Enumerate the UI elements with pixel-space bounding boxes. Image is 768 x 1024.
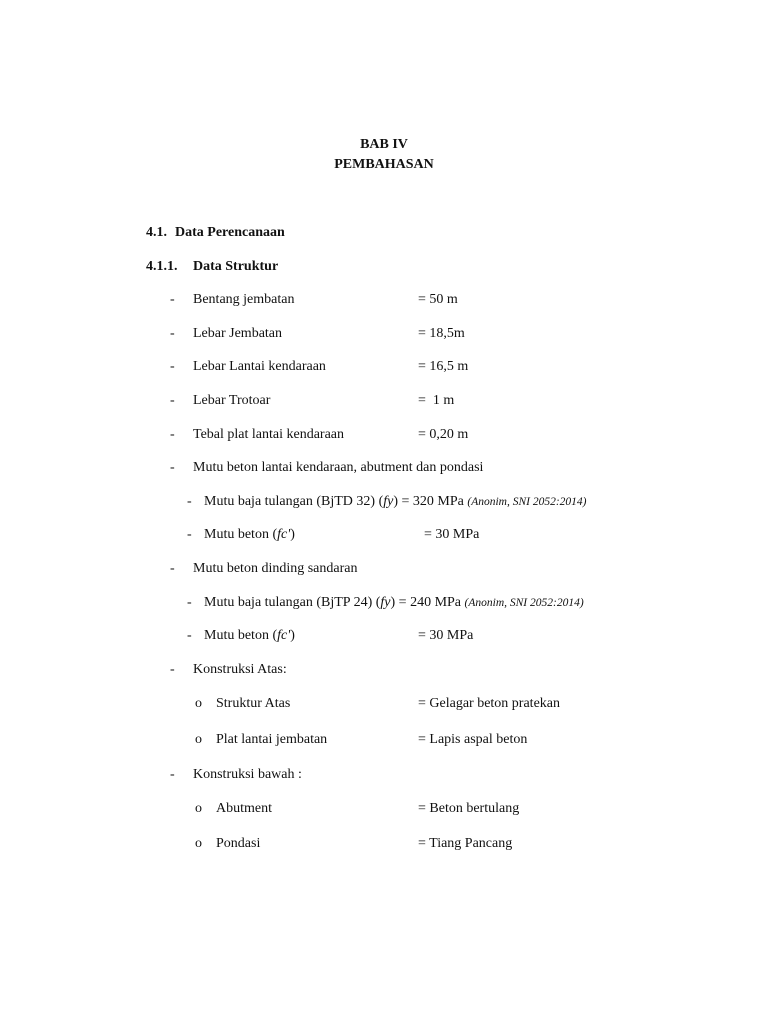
item-bullet: - bbox=[170, 662, 175, 677]
steel-grade-text: Mutu baja tulangan (BjTD 32) ( bbox=[204, 494, 384, 509]
item-label: Lebar Trotoar bbox=[193, 393, 271, 408]
item-bullet: - bbox=[170, 561, 175, 576]
item-label: Lebar Jembatan bbox=[193, 326, 283, 341]
subitem-bullet: - bbox=[187, 595, 192, 610]
item-bullet: - bbox=[170, 427, 175, 442]
steel-grade-text: Mutu baja tulangan (BjTP 24) ( bbox=[204, 595, 381, 610]
subitem-value: = Tiang Pancang bbox=[418, 836, 513, 851]
subitem-value: = Gelagar beton pratekan bbox=[418, 696, 560, 711]
fc-symbol: fc' bbox=[277, 628, 291, 643]
item-bullet: - bbox=[170, 359, 175, 374]
item-value: = 18,5m bbox=[418, 326, 465, 341]
item-value: = 0,20 m bbox=[418, 427, 469, 442]
concrete-grade-text: Mutu beton ( bbox=[204, 527, 278, 542]
subsection-title: Data Struktur bbox=[193, 259, 279, 274]
steel-grade-line bbox=[204, 595, 584, 611]
reference-citation: (Anonim, SNI 2052:2014) bbox=[464, 597, 584, 609]
concrete-grade-value: = 30 MPa bbox=[424, 527, 480, 542]
subitem-value: = Lapis aspal beton bbox=[418, 732, 528, 747]
item-bullet: - bbox=[170, 393, 175, 408]
concrete-grade-text: Mutu beton ( bbox=[204, 628, 278, 643]
reference-citation: (Anonim, SNI 2052:2014) bbox=[467, 496, 587, 508]
circle-bullet: o bbox=[195, 801, 202, 816]
circle-bullet: o bbox=[195, 696, 202, 711]
fc-symbol: fc' bbox=[277, 527, 291, 542]
item-bullet: - bbox=[170, 292, 175, 307]
section-number: 4.1. bbox=[146, 225, 167, 240]
subitem-bullet: - bbox=[187, 527, 192, 542]
concrete-grade-paren: ) bbox=[290, 628, 295, 643]
circle-bullet: o bbox=[195, 732, 202, 747]
circle-bullet: o bbox=[195, 836, 202, 851]
subitem-label: Abutment bbox=[216, 801, 272, 816]
item-label: Mutu beton dinding sandaran bbox=[193, 561, 358, 576]
chapter-title: PEMBAHASAN bbox=[334, 157, 434, 172]
subitem-label: Pondasi bbox=[216, 836, 261, 851]
subitem-label: Struktur Atas bbox=[216, 696, 291, 711]
subitem-bullet: - bbox=[187, 494, 192, 509]
concrete-grade-paren: ) bbox=[290, 527, 295, 542]
item-label: Mutu beton lantai kendaraan, abutment dan pondasi bbox=[193, 460, 484, 475]
subitem-label: Plat lantai jembatan bbox=[216, 732, 328, 747]
item-value: = 1 m bbox=[418, 393, 455, 408]
chapter-label: BAB IV bbox=[360, 137, 408, 152]
item-label: Konstruksi bawah : bbox=[193, 767, 302, 782]
subitem-bullet: - bbox=[187, 628, 192, 643]
subsection-number: 4.1.1. bbox=[146, 259, 178, 274]
section-title: Data Perencanaan bbox=[175, 225, 285, 240]
fy-symbol: fy bbox=[383, 494, 394, 509]
steel-grade-value: ) = 240 MPa bbox=[390, 595, 465, 610]
item-bullet: - bbox=[170, 767, 175, 782]
steel-grade-value: ) = 320 MPa bbox=[393, 494, 468, 509]
subitem-value: = Beton bertulang bbox=[418, 801, 520, 816]
fy-symbol: fy bbox=[380, 595, 391, 610]
concrete-grade-line bbox=[204, 628, 295, 644]
steel-grade-line bbox=[204, 494, 587, 510]
item-bullet: - bbox=[170, 326, 175, 341]
item-value: = 16,5 m bbox=[418, 359, 469, 374]
item-label: Konstruksi Atas: bbox=[193, 662, 287, 677]
item-label: Tebal plat lantai kendaraan bbox=[193, 427, 344, 442]
item-label: Bentang jembatan bbox=[193, 292, 295, 307]
item-value: = 50 m bbox=[418, 292, 458, 307]
item-bullet: - bbox=[170, 460, 175, 475]
concrete-grade-line bbox=[204, 527, 295, 543]
item-label: Lebar Lantai kendaraan bbox=[193, 359, 326, 374]
concrete-grade-value: = 30 MPa bbox=[418, 628, 474, 643]
